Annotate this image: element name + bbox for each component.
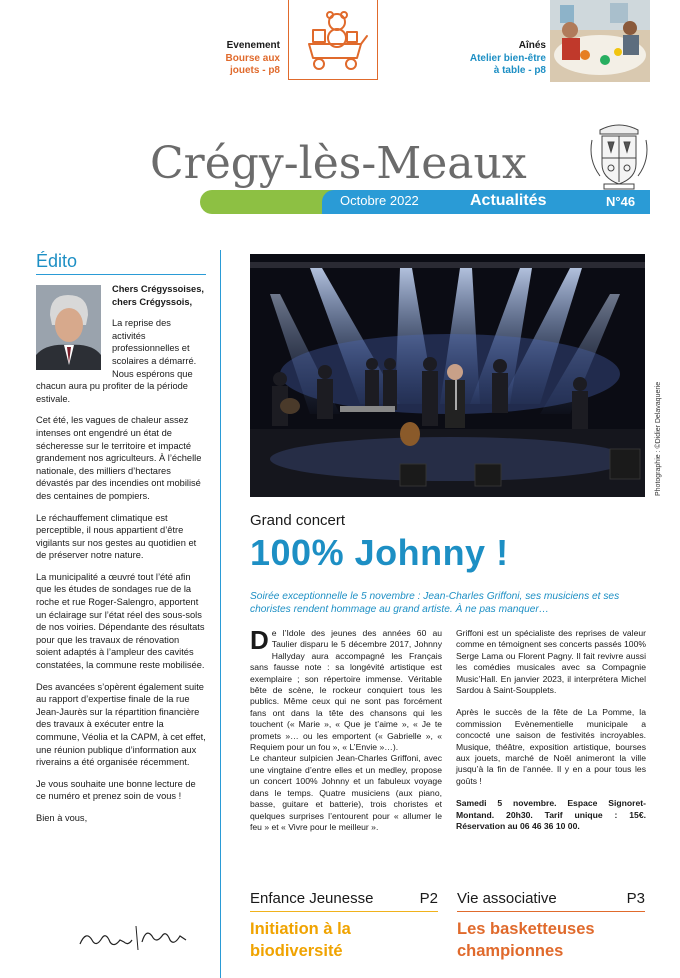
teaser-seniors-category: Aînés bbox=[518, 40, 546, 51]
article-paragraph: Le chanteur sulpicien Jean-Charles Griffoni, avec une vingtaine d’entre elles et un medley, propose un concert 100% Johnny et un fabuleux voyage dans le temps. Quatre musiciens (aux piano, basse, guitare et batterie), trois choristes et quelques surprises l’entourent pour « allumer le feu » et « Vivre pour le meilleur ». bbox=[250, 753, 442, 832]
article-column-2 bbox=[456, 628, 646, 844]
teaser-youth-header bbox=[250, 890, 438, 912]
event-info bbox=[456, 798, 646, 832]
section-name: Actualités bbox=[470, 192, 547, 209]
article-paragraph: Après le succès de la fête de La Pomme, la commission Evènementielle municipale a concocté une saison de festivités incroyables. Musique, théâtre, exposition artistique, bourses aux jouets, marché de Noël animeront la ville jusqu’à la fin de l’année. Il y en a pour tous les goûts ! bbox=[456, 707, 646, 786]
teaser-event-line1: Bourse aux bbox=[225, 52, 280, 64]
coat-of-arms-icon bbox=[586, 120, 652, 190]
teaser-event-category: Evenement bbox=[226, 40, 280, 51]
issue-date: Octobre 2022 bbox=[340, 193, 419, 208]
article-paragraph: Griffoni est un spécialiste des reprises de valeur comme en témoignent ses concerts passés 100% Serge Lama ou Florent Pagny. Il fait revivre aussi les comédies musicales avec sa Compagnie Music’Hall. En janvier 2023, il interprétera Michel Sardou à Saint-Soupplets. bbox=[456, 628, 646, 696]
edito-rule bbox=[36, 274, 206, 275]
event-info-line2: 20h30. Tarif unique : 15€. Réservation au 06 46 36 10 00. bbox=[456, 809, 646, 832]
teaser-event-line2: jouets - p8 bbox=[229, 65, 280, 76]
event-info-line1: Samedi 5 novembre. Espace Signoret-Montand. bbox=[456, 798, 646, 820]
mayor-signature bbox=[76, 922, 196, 956]
teaser-seniors[interactable] bbox=[452, 40, 546, 78]
edito-sign-off: Bien à vous, bbox=[36, 812, 88, 823]
article-kicker: Grand concert bbox=[250, 512, 346, 529]
teaser-youth-title: Initiation à la biodiversité bbox=[250, 920, 351, 960]
edito-paragraph: Des avancées s’opèrent également suite au rapport d’expertise finale de la rue Jean-Jaurès sur la répartition financière des travaux à exécuter entre la commune, Véolia et la CAPM, à cet effet, une réunion publique d’information aux riverains a été organisée récemment. bbox=[36, 681, 206, 768]
article-column-1 bbox=[250, 625, 442, 833]
edito-paragraph: Je vous souhaite une bonne lecture de ce numéro et prenez soin de vous ! bbox=[36, 778, 196, 802]
teaser-event[interactable] bbox=[196, 40, 280, 78]
masthead-title: Crégy-lès-Meaux bbox=[150, 138, 527, 189]
edito-greeting: Chers Crégyssoises, chers Crégyssois, bbox=[112, 284, 204, 307]
teaser-associations-header bbox=[457, 890, 645, 912]
workshop-photo bbox=[550, 0, 650, 82]
teddy-bear-toy-cart-icon bbox=[288, 0, 378, 80]
photo-credit: Photographie : ©Didier Delavaquerie bbox=[655, 381, 662, 496]
concert-photo bbox=[250, 254, 645, 497]
teaser-youth-page: P2 bbox=[419, 890, 438, 907]
teaser-associations[interactable] bbox=[457, 890, 645, 962]
article-paragraph: e l’Idole des jeunes des années 60 au Taulier disparu le 5 décembre 2017, Johnny Hallyday aura accompagné les Français sans fausse note : sa longévité artistique est exemplaire ; son répertoire immense. Véritable bête de scène, le rockeur conquiert tous les publics. Même ceux qui ne sont pas forcément fans ont dans la tête des chansons qui les touchent (« Marie », « Que je t’aime », « Je te promets »… ou les emportent (« Gabrielle », « Requiem pour un fou », « L’Envie »…). bbox=[250, 628, 442, 753]
edito-body bbox=[36, 283, 206, 834]
article-standfirst: Soirée exceptionnelle le 5 novembre : Jean-Charles Griffoni, ses musiciens et ses choristes rendent hommage au grand artiste. À ne pas manquer… bbox=[250, 591, 620, 615]
article-headline: 100% Johnny ! bbox=[250, 532, 509, 573]
column-divider bbox=[220, 250, 221, 978]
issue-number: N°46 bbox=[606, 194, 636, 209]
teaser-associations-section: Vie associative bbox=[457, 890, 557, 907]
teaser-seniors-line2: à table - p8 bbox=[493, 65, 546, 76]
edito-paragraph: La reprise des activités professionnelles et scolaires a démarré. Nous espérons que chacun aura pu profiter de la période estivale. bbox=[36, 318, 197, 404]
teaser-associations-page: P3 bbox=[626, 890, 645, 907]
teaser-youth-section: Enfance Jeunesse bbox=[250, 890, 374, 907]
edito-paragraph: Le réchauffement climatique est perceptible, il nous appartient d’être vigilants sur nos gestes au quotidien et de préserver notre nature. bbox=[36, 512, 197, 561]
teaser-youth[interactable] bbox=[250, 890, 438, 962]
edito-paragraph: La municipalité a œuvré tout l’été afin que les études de sondages rue de la roche et rue Roger-Salengro, apportent un éclairage sur l’état réel des sous-sols de nos voiries. Dépendante des résultats pour que les travaux de rénovation soient adaptés à l’ampleur des cavités constatées, la commune reste mobilisée. bbox=[36, 571, 205, 671]
edito-heading: Édito bbox=[36, 251, 78, 271]
teaser-associations-title: Les basketteuses championnes bbox=[457, 920, 595, 960]
article-dropcap: D bbox=[250, 625, 269, 655]
teaser-seniors-line1: Atelier bien-être bbox=[469, 52, 546, 64]
edito-paragraph: Cet été, les vagues de chaleur assez intenses ont engendré un état de sécheresse sur le territoire et impacté grandement nos agriculteurs. À l’échelle nationale, des milliers d’hectares dévastés par des incendies ont mobilisé des centaines de pompiers. bbox=[36, 415, 202, 501]
